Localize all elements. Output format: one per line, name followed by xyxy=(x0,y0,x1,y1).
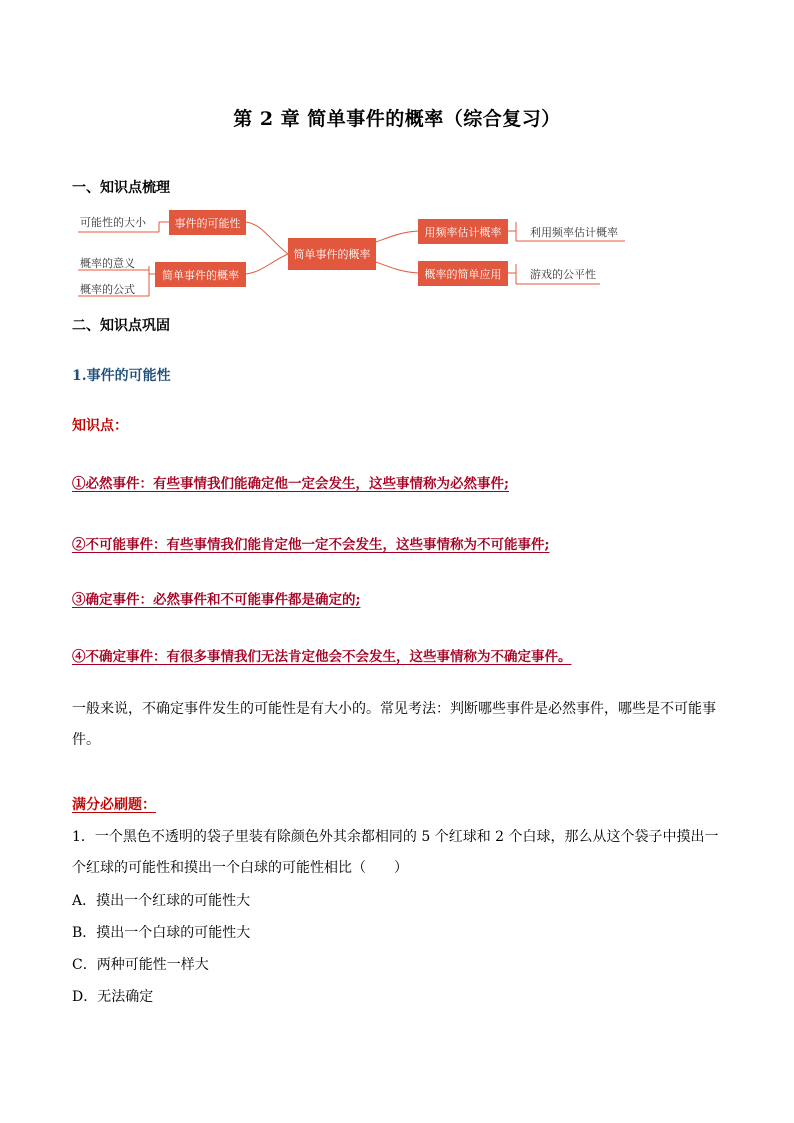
explanation-paragraph: 一般来说，不确定事件发生的可能性是有大小的。常见考法：判断哪些事件是必然事件，哪些是不可能事件。 xyxy=(72,701,716,748)
leaf-probability-meaning: 概率的意义 xyxy=(80,257,135,270)
option-b: B．摸出一个白球的可能性大 xyxy=(72,925,251,941)
knowledge-point-1: ①必然事件：有些事情我们能确定他一定会发生，这些事情称为必然事件; xyxy=(72,476,509,492)
node-center: 简单事件的概率 xyxy=(288,238,376,270)
page-title: 第 2 章 简单事件的概率（综合复习） xyxy=(233,108,561,130)
knowledge-point-3: ③确定事件：必然事件和不可能事件都是确定的; xyxy=(72,592,361,608)
leaf-use-frequency: 利用频率估计概率 xyxy=(530,226,618,239)
section-heading-2: 二、知识点巩固 xyxy=(72,318,170,334)
practice-label: 满分必刷题： xyxy=(72,797,156,813)
knowledge-label: 知识点： xyxy=(72,418,128,434)
option-d: D．无法确定 xyxy=(72,989,154,1005)
node-frequency-estimate: 用频率估计概率 xyxy=(418,219,508,244)
node-event-possibility: 事件的可能性 xyxy=(169,210,246,235)
leaf-possibility-size: 可能性的大小 xyxy=(80,216,146,229)
section-heading-1: 一、知识点梳理 xyxy=(72,180,170,196)
question-text: 1．一个黑色不透明的袋子里装有除颜色外其余都相同的 5 个红球和 2 个白球，那么从这个袋子中摸出一个红球的可能性和摸出一个白球的可能性相比（ ） xyxy=(72,829,719,876)
option-c: C．两种可能性一样大 xyxy=(72,957,209,973)
topic-heading: 1.事件的可能性 xyxy=(72,368,171,384)
leaf-game-fairness: 游戏的公平性 xyxy=(530,268,596,281)
option-a: A．摸出一个红球的可能性大 xyxy=(72,893,251,909)
knowledge-point-4: ④不确定事件：有很多事情我们无法肯定他会不会发生，这些事情称为不确定事件。 xyxy=(72,649,572,665)
mind-map-connectors xyxy=(0,0,794,320)
node-simple-event-probability: 简单事件的概率 xyxy=(155,262,246,287)
leaf-probability-formula: 概率的公式 xyxy=(80,283,135,296)
knowledge-point-2: ②不可能事件：有些事情我们能肯定他一定不会发生，这些事情称为不可能事件; xyxy=(72,537,550,553)
node-simple-application: 概率的简单应用 xyxy=(418,261,508,286)
